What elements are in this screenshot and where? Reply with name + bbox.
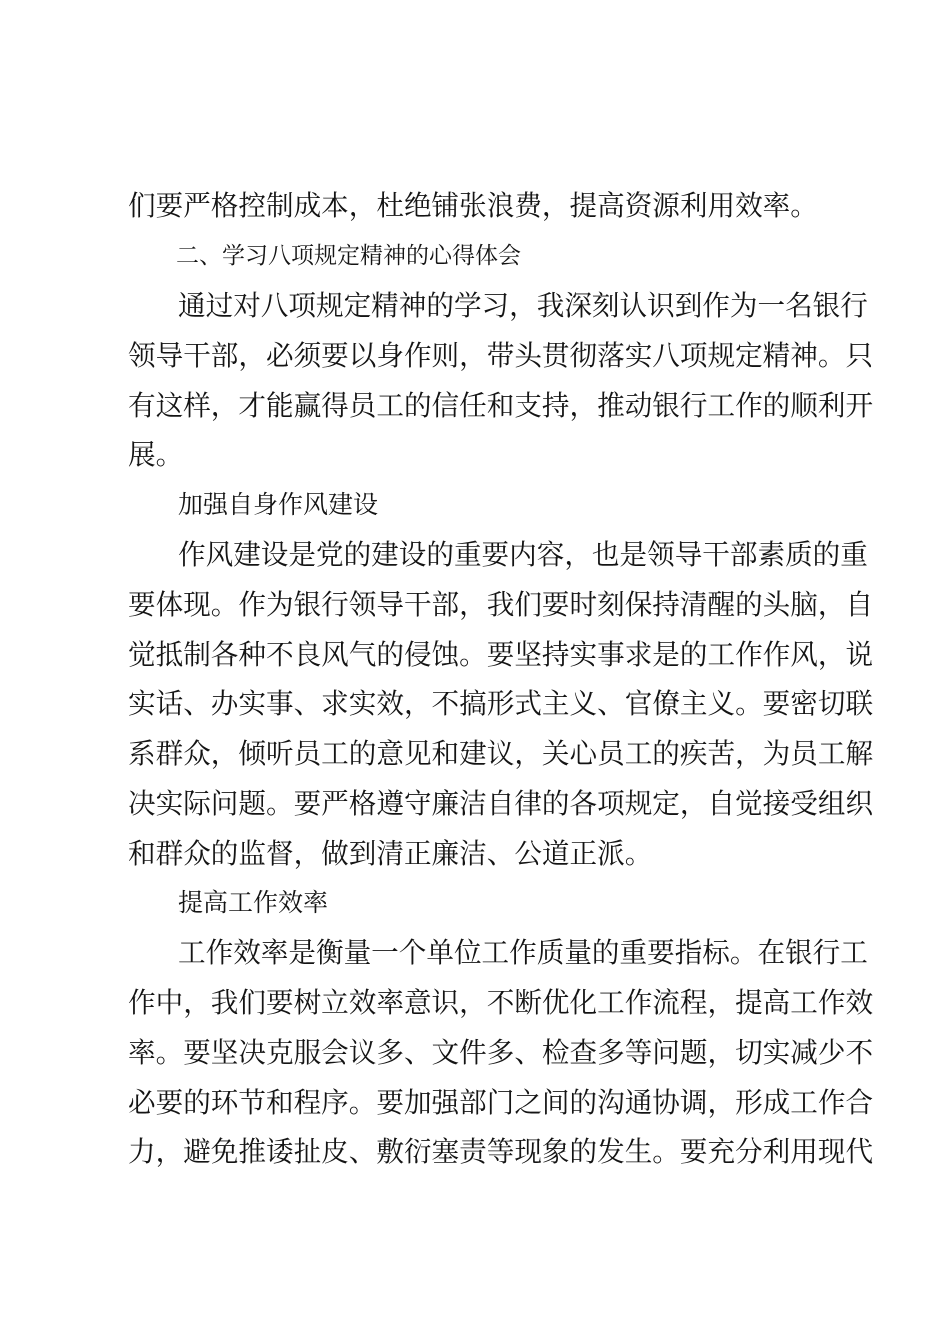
paragraph-line: 实话、办实事、求实效，不搞形式主义、官僚主义。要密切联 xyxy=(128,687,874,720)
paragraph-line: 和群众的监督，做到清正廉洁、公道正派。 xyxy=(128,837,653,870)
paragraph-line: 作风建设是党的建设的重要内容，也是领导干部素质的重 xyxy=(178,538,868,571)
paragraph-line: 决实际问题。要严格遵守廉洁自律的各项规定，自觉接受组织 xyxy=(128,787,874,820)
paragraph-line: 展。 xyxy=(128,438,184,471)
paragraph-line: 通过对八项规定精神的学习，我深刻认识到作为一名银行 xyxy=(178,289,868,322)
paragraph-line: 作中，我们要树立效率意识，不断优化工作流程，提高工作效 xyxy=(128,986,874,1019)
section-heading: 二、学习八项规定精神的心得体会 xyxy=(176,243,521,269)
paragraph-line: 系群众，倾听员工的意见和建议，关心员工的疾苦，为员工解 xyxy=(128,737,874,770)
paragraph-line: 觉抵制各种不良风气的侵蚀。要坚持实事求是的工作作风，说 xyxy=(128,638,874,671)
paragraph-line: 必要的环节和程序。要加强部门之间的沟通协调，形成工作合 xyxy=(128,1086,874,1119)
paragraph-line: 有这样，才能赢得员工的信任和支持，推动银行工作的顺利开 xyxy=(128,389,874,422)
paragraph-line: 率。要坚决克服会议多、文件多、检查多等问题，切实减少不 xyxy=(128,1036,874,1069)
paragraph-line: 们要严格控制成本，杜绝铺张浪费，提高资源利用效率。 xyxy=(128,189,818,222)
subsection-heading: 提高工作效率 xyxy=(178,888,329,917)
paragraph-line: 力，避免推诿扯皮、敷衍塞责等现象的发生。要充分利用现代 xyxy=(128,1135,874,1168)
paragraph-line: 领导干部，必须要以身作则，带头贯彻落实八项规定精神。只 xyxy=(128,339,874,372)
paragraph-line: 要体现。作为银行领导干部，我们要时刻保持清醒的头脑，自 xyxy=(128,588,874,621)
subsection-heading: 加强自身作风建设 xyxy=(178,490,379,519)
paragraph-line: 工作效率是衡量一个单位工作质量的重要指标。在银行工 xyxy=(178,936,868,969)
